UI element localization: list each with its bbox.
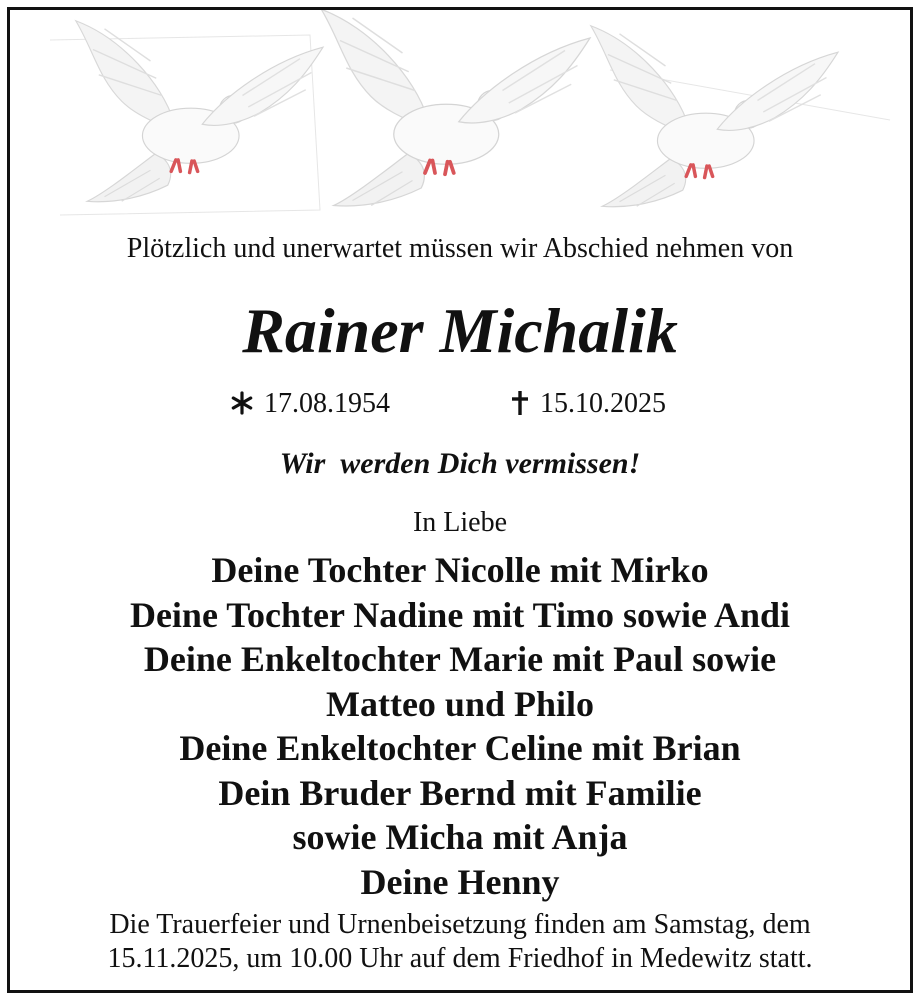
dove-center-image	[321, 10, 590, 206]
family-line: Matteo und Philo	[325, 683, 594, 724]
doves-banner	[10, 10, 910, 250]
funeral-line: Die Trauerfeier und Urnenbeisetzung finden am Samstag, dem	[109, 909, 811, 940]
family-line: Dein Bruder Bernd mit Familie	[218, 772, 702, 813]
family-line: Deine Tochter Nicolle mit Mirko	[211, 550, 709, 590]
family-list	[10, 548, 910, 904]
family-line: Deine Enkeltochter Celine mit Brian	[179, 728, 741, 768]
cross-icon	[510, 390, 530, 416]
birth-date: 17.08.1954	[264, 388, 390, 419]
in-liebe-text: In Liebe	[412, 507, 508, 538]
death-date-block	[510, 384, 666, 424]
funeral-line: 15.11.2025, um 10.00 Uhr auf dem Friedhof in Medewitz statt.	[107, 943, 813, 974]
life-dates	[10, 384, 910, 424]
family-line: Deine Tochter Nadine mit Timo sowie Andi	[129, 594, 791, 635]
deceased-name: Rainer Michalik	[242, 295, 678, 366]
family-line: sowie Micha mit Anja	[292, 817, 628, 857]
death-date: 15.10.2025	[540, 388, 666, 419]
motto-text: Wir werden Dich vermissen!	[279, 447, 641, 480]
family-line: Deine Henny	[360, 861, 560, 902]
funeral-info	[10, 908, 910, 976]
family-line: Deine Enkeltochter Marie mit Paul sowie	[143, 639, 777, 679]
dove-left-image	[76, 21, 323, 202]
intro-text: Plötzlich und unerwartet müssen wir Abschied nehmen von	[126, 233, 794, 264]
notice-frame	[7, 7, 913, 993]
birth-date-block	[230, 384, 390, 424]
asterisk-icon	[230, 391, 254, 415]
dove-right-image	[591, 26, 838, 207]
